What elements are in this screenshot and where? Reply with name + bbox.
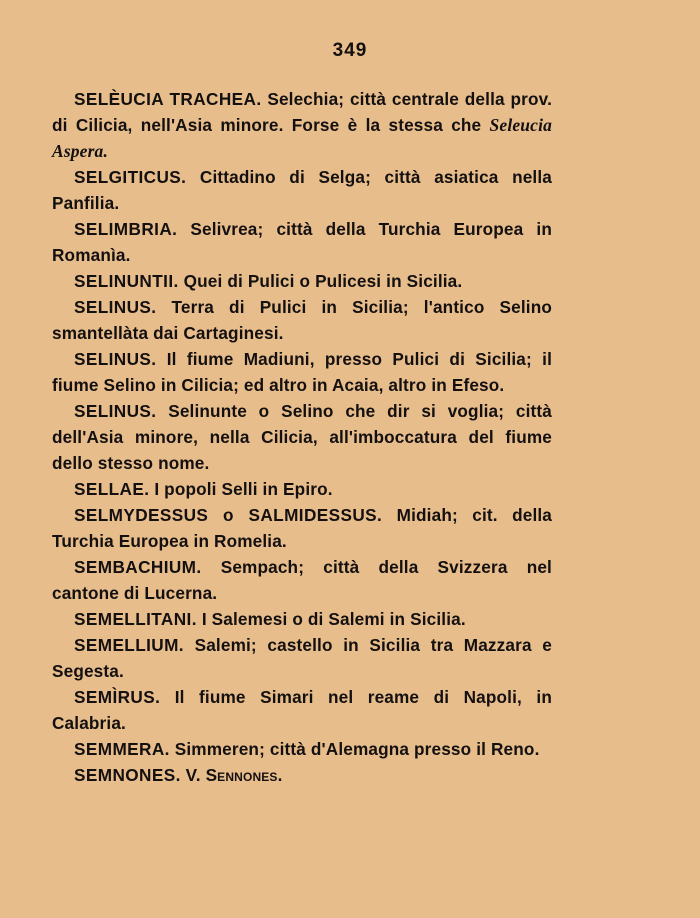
dictionary-entry <box>52 554 552 606</box>
dictionary-entry <box>52 268 552 294</box>
entry-headword: SELMYDESSUS o SALMIDESSUS. <box>74 505 383 525</box>
entry-text: Selivrea; città della Turchia Europea in Romanìa. <box>52 219 552 265</box>
entry-text: Midiah; cit. della Turchia Europea in Romelia. <box>52 505 553 551</box>
dictionary-entry <box>52 164 552 216</box>
dictionary-entry <box>52 684 552 736</box>
dictionary-entry <box>52 294 552 346</box>
entry-text: V. <box>180 765 206 785</box>
entry-headword: SEMÌRUS. <box>74 687 161 707</box>
entry-headword: SELINUNTII. <box>74 271 179 291</box>
entry-text: Simmeren; città d'Alemagna presso il Reno. <box>169 739 540 759</box>
dictionary-entry <box>52 346 552 398</box>
dictionary-entry <box>52 736 552 762</box>
entry-text: Sempach; città della Svizzera nel cantone di Lucerna. <box>52 557 552 603</box>
entry-text: I popoli Selli in Epiro. <box>149 479 333 499</box>
entry-text: Cittadino di Selga; città asiatica nella Panfilia. <box>52 167 552 213</box>
entry-text: Salemi; castello in Sicilia tra Mazzara e Segesta. <box>52 635 552 681</box>
entry-headword: SELÈUCIA TRACHEA. <box>74 89 262 109</box>
dictionary-entry <box>52 762 552 788</box>
entry-text: Selechia; città centrale della prov. di Cilicia, nell'Asia minore. Forse è la stessa che <box>52 89 553 135</box>
dictionary-entry <box>52 86 552 164</box>
page-number: 349 <box>332 40 368 61</box>
dictionary-entry <box>52 398 552 476</box>
cross-reference: Sennones. <box>205 765 283 785</box>
entry-headword: SELLAE. <box>74 479 150 499</box>
entry-headword: SEMELLIUM. <box>74 635 184 655</box>
entry-text: I Salemesi o di Salemi in Sicilia. <box>196 609 466 629</box>
dictionary-entry <box>52 632 552 684</box>
entry-text: Il fiume Madiuni, presso Pulici di Sicilia; il fiume Selino in Cilicia; ed altro in Acaia, altro in Efeso. <box>52 349 552 395</box>
entry-text: Il fiume Simari nel reame di Napoli, in Calabria. <box>52 687 552 733</box>
entry-headword: SELINUS. <box>74 349 157 369</box>
entry-headword: SELIMBRIA. <box>74 219 178 239</box>
entry-headword: SELGITICUS. <box>74 167 187 187</box>
entry-text: Selinunte o Selino che dir si voglia; città dell'Asia minore, nella Cilicia, all'imboccatura del fiume dello stesso nome. <box>52 401 552 473</box>
dictionary-entries <box>52 86 552 788</box>
dictionary-entry <box>52 606 552 632</box>
entry-italic: Seleucia Aspera. <box>52 115 552 161</box>
entry-text: Terra di Pulici in Sicilia; l'antico Selino smantellàta dai Cartaginesi. <box>52 297 552 343</box>
dictionary-entry <box>52 216 552 268</box>
dictionary-entry <box>52 476 552 502</box>
entry-headword: SEMMERA. <box>74 739 170 759</box>
entry-headword: SEMELLITANI. <box>74 609 197 629</box>
entry-headword: SELINUS. <box>74 297 157 317</box>
entry-headword: SEMBACHIUM. <box>74 557 202 577</box>
dictionary-entry <box>52 502 552 554</box>
entry-text: Quei di Pulici o Pulicesi in Sicilia. <box>178 271 463 291</box>
entry-headword: SEMNONES. <box>74 765 181 785</box>
entry-headword: SELINUS. <box>74 401 157 421</box>
